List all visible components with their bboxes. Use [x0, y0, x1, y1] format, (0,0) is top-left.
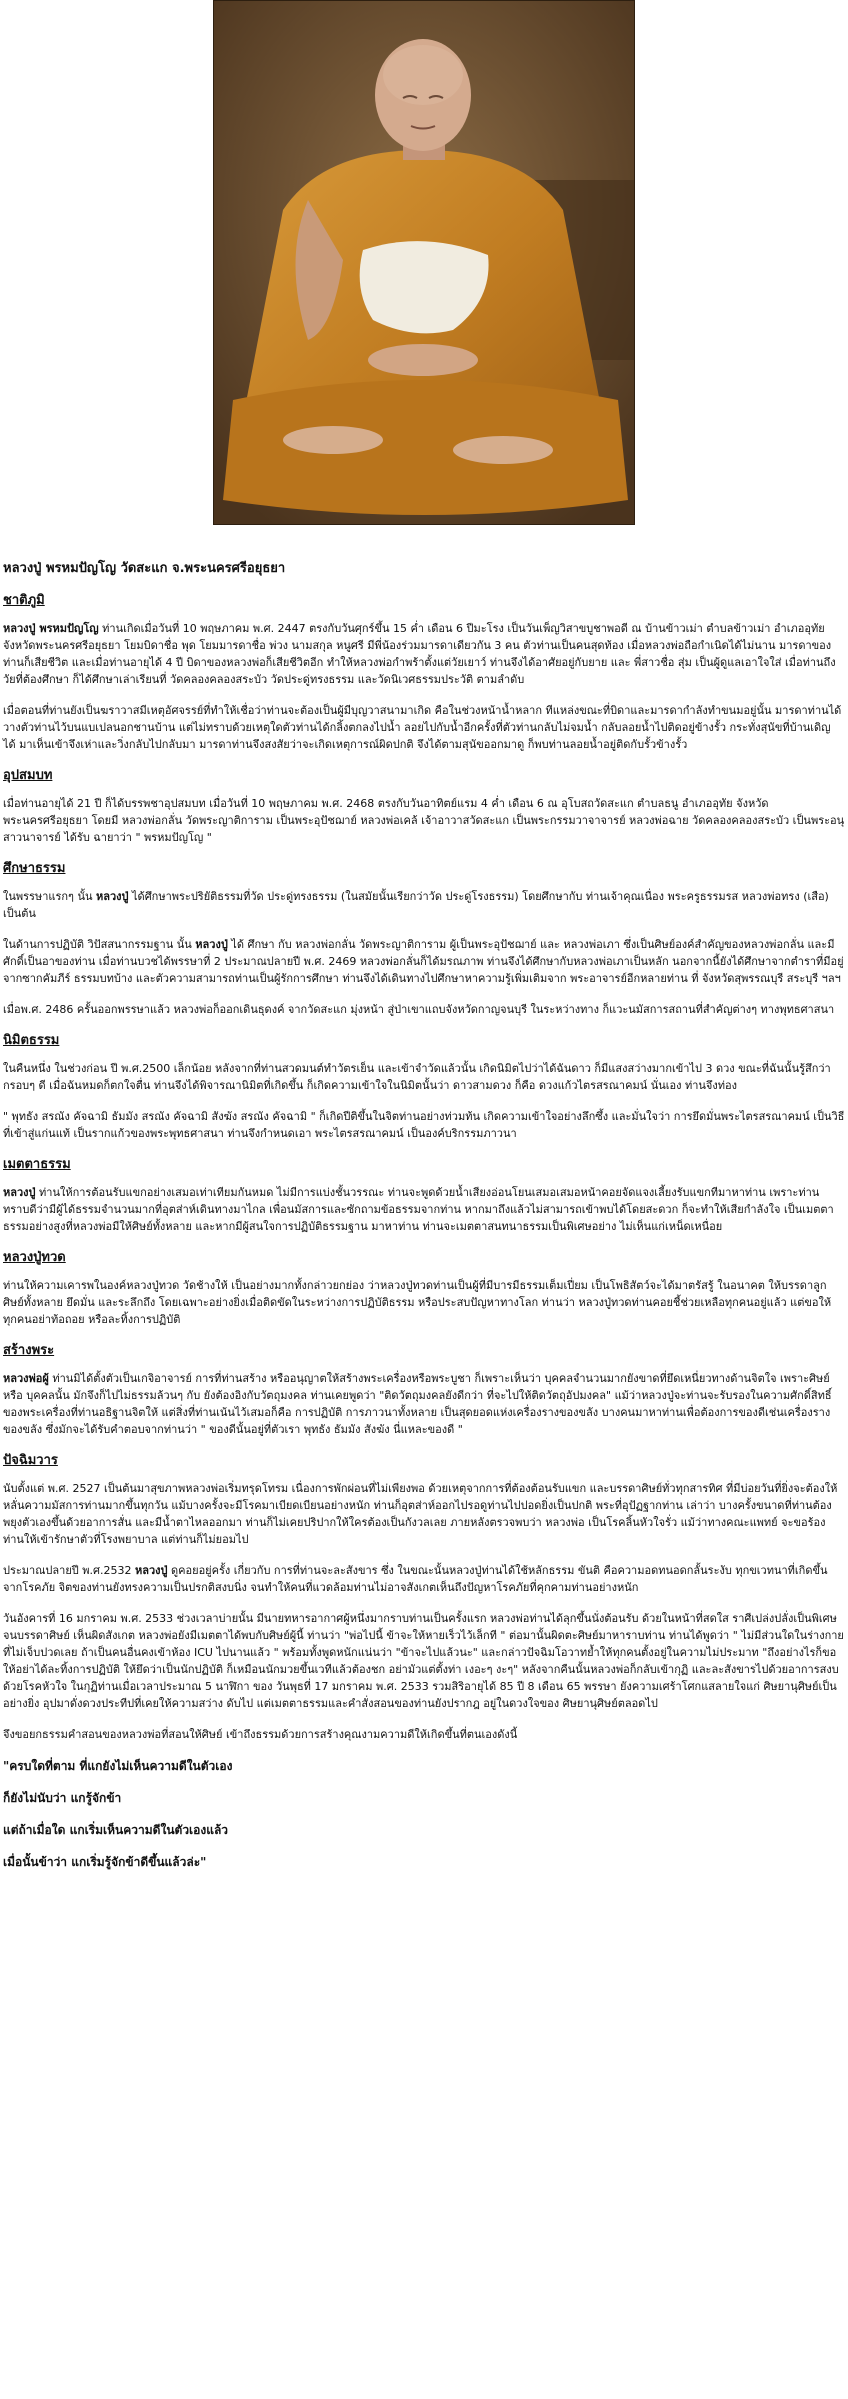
- paragraph-lead: หลวงปู่ พรหมปัญโญ: [3, 622, 99, 635]
- quote-line: "ครบใดที่ตาม ที่แกยังไม่เห็นความดีในตัวเอง: [3, 1759, 233, 1773]
- section-paragraph: [3, 1001, 845, 1018]
- section-heading: นิมิตธรรม: [3, 1033, 60, 1048]
- section-paragraph: [3, 888, 845, 922]
- paragraph-pre: ในด้านการปฏิบัติ วิปัสสนากรรมฐาน นั้น: [3, 938, 196, 951]
- section-heading: ศึกษาธรรม: [3, 861, 66, 876]
- paragraph-emphasis: หลวงปู่: [95, 890, 129, 903]
- paragraph-text: ดูคอยอยู่ครั้ง เกี่ยวกับ การที่ท่านจะละสังขาร ซึ่ง ในขณะนั้นหลวงปู่ท่านได้ใช้หลักธรรม ขันติ คือความอดทนอดกลั้นระงับ ทุกขเวทนาที่เกิดขึ้นจากโรคภัย จิตของท่านยังทรงความเป็นปรกติสงบนิ่ง จนทำให้คนที่แวดล้อมท่านไม่อาจสังเกตเห็นถึงปัญหาโรคภัยที่คุกคามท่านอย่างหนัก: [3, 1564, 828, 1594]
- paragraph-text: จึงขอยกธรรมคำสอนของหลวงพ่อที่สอนให้ศิษย์ เข้าถึงธรรมด้วยการสร้างคุณงามความดีให้เกิดขึ้นที่ตนเองดังนี้: [3, 1728, 518, 1741]
- section-paragraph: [3, 936, 845, 987]
- quote-line: ก็ยังไม่นับว่า แกรู้จักข้า: [3, 1791, 122, 1805]
- paragraph-text: เมื่อพ.ศ. 2486 ครั้นออกพรรษาแล้ว หลวงพ่อก็ออกเดินธุดงค์ จากวัดสะแก มุ่งหน้า สู่ป่าเขาแถบจังหวัดกาญจนบุรี ในระหว่างทาง ก็แวะนมัสการสถานที่สำคัญต่างๆ ทางพุทธศาสนา: [3, 1003, 835, 1016]
- paragraph-text: วันอังคารที่ 16 มกราคม พ.ศ. 2533 ช่วงเวลาบ่ายนั้น มีนายทหารอากาศผู้หนึ่งมากราบท่านเป็นครั้งแรก หลวงพ่อท่านได้ลุกขึ้นนั่งต้อนรับ ด้วยในหน้าที่สดใส ราศีเปล่งปลั่งเป็นพิเศษ จนบรรดาศิษย์ เห็นผิดสังเกต หลวงพ่อยังมีเมตตาได้พบกับศิษย์ผู้นี้ ท่านว่า "พ่อไปนี้ ข้าจะให้หายเร็วไว้เล็กที " ต่อมานั้นผิดตะศิษย์มาหาราบท่าน ท่านได้พูดว่า " ไม่มีส่วนใดในร่างกายที่ไม่เจ็บปวดเลย ถ้าเป็นคนอื่นคงเข้าห้อง ICU ไปนานแล้ว " พร้อมทั้งพูดหนักแน่นว่า "ข้าจะไปแล้วนะ" และกล่าวปัจฉิมโอวาทย้ำให้ทุกคนตั้งอยู่ในความไม่ประมาท "ถึงอย่างไรก็ขอให้อย่าได้ละทิ้งการปฏิบัติ ให้ยึดว่าเป็นนักปฏิบัติ ก็เหมือนนักมวยขึ้นเวทีแล้วต้องชก อย่ามัวแต่ตั้งท่า เงอะๆ งะๆ" หลังจากคืนนั้นหลวงพ่อก็กลับเข้ากุฏิ และละสังขารไปด้วยอาการสงบด้วยโรคหัวใจ ในกุฏิท่านเมื่อเวลาประมาณ 5 นาฬิกา ของ วันพุธที่ 17 มกราคม พ.ศ. 2533 รวมสิริอายุได้ 85 ปี 8 เดือน 65 พรรษา ยังความเศร้าโศกแสลายใจแก่ ศิษยานุศิษย์เป็นอย่างยิ่ง อุปมาดั่งดวงประทีปที่เคยให้ความสว่าง ดับไป แต่เมตตาธรรมและคำสั่งสอนของท่านยังปรากฎ อยู่ในดวงใจของ ศิษยานุศิษย์ตลอดไป: [3, 1612, 844, 1710]
- article-title: หลวงปู่ พรหมปัญโญ วัดสะแก จ.พระนครศรีอยุธยา: [3, 561, 286, 576]
- paragraph-text: ได้ ศึกษา กับ หลวงพ่อกลั่น วัดพระญาติการาม ผู้เป็นพระอุปัชฌาย์ และ หลวงพ่อเภา ซึ่งเป็นศิษย์องค์สำคัญของหลวงพ่อกลั่น และมีศักดิ์เป็นอาของท่าน เมื่อท่านบวชได้พรรษาที่ 2 ประมาณปลายปี พ.ศ. 2469 หลวงพ่อกลั่นก็ได้มรณภาพ ท่านจึงได้ศึกษากับหลวงพ่อเภาเป็นหลัก นอกจากนี้ยังได้ศึกษาจากตำราที่มีอยู่ จากซากคัมภีร์ ธรรมบทบ้าง และตัวความสามารถท่านเป็นผู้รักการศึกษา ท่านจึงได้เดินทางไปศึกษาหาความรู้เพิ่มเติมจาก พระอาจารย์อีกหลายท่าน ที่ จังหวัดสุพรรณบุรี สระบุรี ฯลฯ: [3, 938, 844, 985]
- article-body: [3, 560, 845, 1885]
- sections-container: [3, 592, 845, 1743]
- quote-line: เมื่อนั้นข้าว่า แกเริ่มรู้จักข้าดีขึ้นแล้วล่ะ": [3, 1855, 207, 1869]
- paragraph-text: นับตั้งแต่ พ.ศ. 2527 เป็นต้นมาสุขภาพหลวงพ่อเริ่มทรุดโทรม เนื่องการพักผ่อนที่ไม่เพียงพอ ด้วยเหตุจากการที่ต้องต้อนรับแขก และบรรดาศิษย์ทั่วทุกสารทิศ ที่มีบ่อยวันที่ยิ่งจะต้องให้หลั่นความมัสการท่านมากขึ้นทุกวัน แม้บางครั้งจะมีโรคมาเบียดเบียนอย่างหนัก ท่านก็อุตส่าห์ออกไปรอดูท่านไปปอดยิ่งเป็นปกติ พระที่อุปัฏฐากท่าน เล่าว่า บางครั้งขนาดที่ท่านต้องพยุงตัวเองขึ้นด้วยอาการสั่น และมีน้ำตาไหลออกมา ท่านก็ไม่เคยปริปากให้ใครต้องเป็นกังวลเลย ภายหลังตรวจพบว่า หลวงพ่อ เป็นโรคลิ้นหัวใจรั่ว แม้ว่าทางคณะแพทย์ จะขอร้องท่านให้เข้ารักษาตัวที่โรงพยาบาล แต่ท่านก็ไม่ยอมไป: [3, 1482, 838, 1546]
- section-heading: เมตตาธรรม: [3, 1157, 71, 1172]
- paragraph-emphasis: หลวงปู่: [195, 938, 228, 951]
- paragraph-emphasis: หลวงปู่: [3, 1186, 36, 1199]
- section-paragraph: [3, 620, 845, 688]
- closing-quote: [3, 1757, 845, 1871]
- paragraph-pre: ในพรรษาแรกๆ นั้น: [3, 890, 96, 903]
- paragraph-text: เมื่อตอนที่ท่านยังเป็นฆราวาสมีเหตุอัศจรรย์ที่ทำให้เชื่อว่าท่านจะต้องเป็นผู้มีบุญวาสนามาเกิด คือในช่วงหน้าน้ำหลาก ทีแหล่งขณะที่บิดาและมารดากำลังทำขนมอยู่นั้น มารดาท่านได้วางตัวท่านไว้บนแบเปลนอกชานบ้าน แต่ไม่ทราบด้วยเหตุใดตัวท่านได้กลิ้งตกลงไปน้ำ ลอยไปกับน้ำอีกครั้งที่ตัวท่านกลับไม่จมน้ำ กลับลอยน้ำไปติดอยู่ข้างรั้ว กระทั่งสุนัขที่บ้านเดิญ ได้ มาเห็นเข้าจึงเห่าและวิ่งกลับไปกลับมา มารดาท่านจึงสงสัยว่าจะเกิดเหตุการณ์ผิดปกติ จึงได้ตามสุนัขออกมาดู ก็พบท่านลอยน้ำอยู่ติดกับรั้วข้างรั้ว: [3, 704, 842, 751]
- paragraph-pre: ประมาณปลายปี พ.ศ.2532: [3, 1564, 135, 1577]
- section-paragraph: [3, 1562, 845, 1596]
- monk-portrait-photo: [213, 0, 635, 525]
- section-paragraph: [3, 1726, 845, 1743]
- paragraph-text: ท่านให้การต้อนรับแขกอย่างเสมอเท่าเทียมกันหมด ไม่มีการแบ่งชั้นวรรณะ ท่านจะพูดด้วยน้ำเสียงอ่อนโยนเสมอเสมอหน้าคอยจัดแจงเลี้ยงรับแขกทีมาหาท่าน เพราะท่านทราบดีว่ามีผู้ได้ธรรมจำนวนมากที่อุตส่าห์เดินทางมาไกล เพื่อนมัสการและซักถามข้อธรรมจากท่าน หากมาถึงแล้วไม่สามารถเข้าพบได้โดยสะดวก ก็จะทำให้เสียกำลังใจ เป็นเมตตาธรรมอย่างสูงที่หลวงพ่อมีให้ศิษย์ทั้งหลาย และหากมีผู้สนใจการปฏิบัติธรรมฐาน มาหาท่าน ท่านจะเมตตาสนทนาธรรมเป็นพิเศษอย่าง ไม่เห็นแก่เหน็ดเหนื่อย: [3, 1186, 834, 1233]
- paragraph-text: " พุทธัง สรณัง คัจฉามิ ธัมมัง สรณัง คัจฉามิ สังฆัง สรณัง คัจฉามิ " ก็เกิดปีติขึ้นในจิตท่านอย่างท่วมท้น เกิดความเข้าใจอย่างลึกซึ้ง และมั่นใจว่า การยึดมั่นพระไตรสรณาคมน์ เป็นวิธี ที่เข้าสู่แก่นแท้ เป็นรากแก้วของพระพุทธศาสนา ท่านจึงกำหนดเอา พระไตรสรณาคมน์ เป็นองค์บริกรรมภาวนา: [3, 1110, 845, 1140]
- section-paragraph: [3, 1277, 845, 1328]
- quote-line: แต่ถ้าเมื่อใด แกเริ่มเห็นความดีในตัวเองแล้ว: [3, 1823, 229, 1837]
- section-paragraph: [3, 1480, 845, 1548]
- paragraph-text: ท่านให้ความเคารพในองค์หลวงปู่ทวด วัดช้างให้ เป็นอย่างมากทั้งกล่าวยกย่อง ว่าหลวงปู่ทวดท่านเป็นผู้ที่มีบารมีธรรมเต็มเปี่ยม เป็นโพธิสัตว์จะได้มาตรัสรู้ ในอนาคต ให้บรรดาลูกศิษย์ทั้งหลาย ยึดมั่น และระลึกถึง โดยเฉพาะอย่างยิ่งเมื่อติดขัดในระหว่างการปฏิบัติธรรม หรือประสบปัญหาทางโลก ท่านว่า หลวงปู่ทวดท่านคอยชี้ช่วยเหลือทุกคนอยู่แล้ว แต่ขอให้ทุกคนอย่าท้อถอย หรือละทิ้งการปฏิบัติ: [3, 1279, 832, 1326]
- section-heading: ชาติภูมิ: [3, 593, 45, 608]
- section-paragraph: [3, 1060, 845, 1094]
- paragraph-text: ท่านมิได้ตั้งตัวเป็นเกจิอาจารย์ การที่ท่านสร้าง หรืออนุญาตให้สร้างพระเครื่องหรือพระบูชา ก็เพราะเห็นว่า บุคคลจำนวนมากยังขาดที่ยึดเหนี่ยวทางด้านจิตใจ เพราะศิษย์ หรือ บุคคลนั้น มักจึงก็ไปไม่ธรรมล้วนๆ กับ ยังต้องอิงกับวัตถุมงคล ท่านเคยพูดว่า "ติดวัตถุมงคลยังดีกว่า ที่จะไปให้ติดวัตถุอัปมงคล" แม้ว่าหลวงปู่จะท่านจะรับรองในความศักดิ์สิทธิ์ของพระเครื่องที่ท่านอธิฐานจิตให้ แต่สิ่งที่ท่านเน้นไว้เสมอก็คือ การปฏิบัติ การภาวนาทั้งหลาย เป็นสุดยอดแห่งเครื่องรางของขลัง บางคนมาหาท่านเพื่อต้องการของดีเช่นเครื่องรางของขลัง ซึ่งมักจะได้รับคำตอบจากท่านว่า " ของดีนั้นอยู่ที่ตัวเรา พุทธัง ธัมมัง สังฆัง นี่แหละของดี ": [3, 1372, 832, 1436]
- paragraph-text: เมื่อท่านอายุได้ 21 ปี ก็ได้บรรพชาอุปสมบท เมื่อวันที่ 10 พฤษภาคม พ.ศ. 2468 ตรงกับวันอาทิตย์แรม 4 ค่ำ เดือน 6 ณ อุโบสถวัดสะแก ตำบลธนู อำเภออุทัย จังหวัดพระนครศรีอยุธยา โดยมี หลวงพ่อกลั่น วัดพระญาติการาม เป็นพระอุปัชฌาย์ หลวงพ่อเคล้ เจ้าอาวาสวัดสะแก เป็นพระกรรมวาจาจารย์ หลวงพ่อฉาย วัดคลองคลองสระบัว เป็นพระอนุสาวนาจารย์ ได้รับ ฉายาว่า " พรหมปัญโญ ": [3, 797, 845, 844]
- section-paragraph: [3, 1370, 845, 1438]
- section-paragraph: [3, 1184, 845, 1235]
- paragraph-emphasis: หลวงปู่: [134, 1564, 168, 1577]
- paragraph-text: ในคืนหนึ่ง ในช่วงก่อน ปี พ.ศ.2500 เล็กน้อย หลังจากที่ท่านสวดมนต์ทำวัตรเย็น และเข้าจำวัดแล้วนั้น เกิดนิมิตไปว่าได้ฉันดาว ก็มีแสงสว่างมากเข้าไป 3 ดวง ขณะที่ฉันนั้นรู้สึกว่า กรอบๆ ดี เมื่อฉันหมดก็ตกใจตื่น ท่านจึงได้พิจารณานิมิตที่เกิดขึ้น ก็เกิดความเข้าใจในนิมิตนั้นว่า ดาวสามดวง ก็คือ ดวงแก้วไตรสรณาคมน์ นั่นเอง ท่านจึงท่อง: [3, 1062, 831, 1092]
- section-paragraph: [3, 702, 845, 753]
- section-paragraph: [3, 1108, 845, 1142]
- section-heading: ปัจฉิมวาร: [3, 1453, 58, 1468]
- paragraph-text: ได้ศึกษาพระปริยัติธรรมที่วัด ประดู่ทรงธรรม (ในสมัยนั้นเรียกว่าวัด ประดู่โรงธรรม) โดยศึกษากับ ท่านเจ้าคุณเนื่อง พระครูธรรมรส หลวงพ่อทรง (เสือ) เป็นต้น: [3, 890, 829, 920]
- paragraph-emphasis: หลวงพ่อผู้: [3, 1372, 49, 1385]
- paragraph-text: ท่านเกิดเมื่อวันที่ 10 พฤษภาคม พ.ศ. 2447 ตรงกับวันศุกร์ขึ้น 15 ค่ำ เดือน 6 ปีมะโรง เป็นวันเพ็ญวิสาขบูชาพอดี ณ บ้านข้าวเม่า ตำบลข้าวเม่า อำเภออุทัย จังหวัดพระนครศรีอยุธยา โยมบิดาชื่อ พุด โยมมารดาชื่อ พ่วง นามสกุล หนูศรี มีพี่น้องร่วมมารดาเดียวกัน 3 คน ตัวท่านเป็นคนสุดท้อง เมื่อหลวงพ่อถือกำเนิดได้ไม่นาน มารดาของท่านก็เสียชีวิต และเมื่อท่านอายุได้ 4 ปี บิดาของหลวงพ่อก็เสียชีวิตอีก ทำให้หลวงพ่อกำพร้าตั้งแต่วัยเยาว์ ท่านจึงได้อาศัยอยู่กับยาย และ พี่สาวชื่อ สุ่ม เป็นผู้ดูแลเอาใจใส่ เมื่อท่านถึงวัยที่ต้องศึกษา ก็ได้ศึกษาเล่าเรียนที่ วัดคลองคลองสระบัว วัดประดู่ทรงธรรม และวัดนิเวศธรรมประวัติ ตามลำดับ: [3, 622, 836, 686]
- section-paragraph: [3, 795, 845, 846]
- section-heading: สร้างพระ: [3, 1343, 55, 1358]
- section-heading: หลวงปู่ทวด: [3, 1250, 66, 1265]
- section-paragraph: [3, 1610, 845, 1712]
- section-heading: อุปสมบท: [3, 768, 53, 783]
